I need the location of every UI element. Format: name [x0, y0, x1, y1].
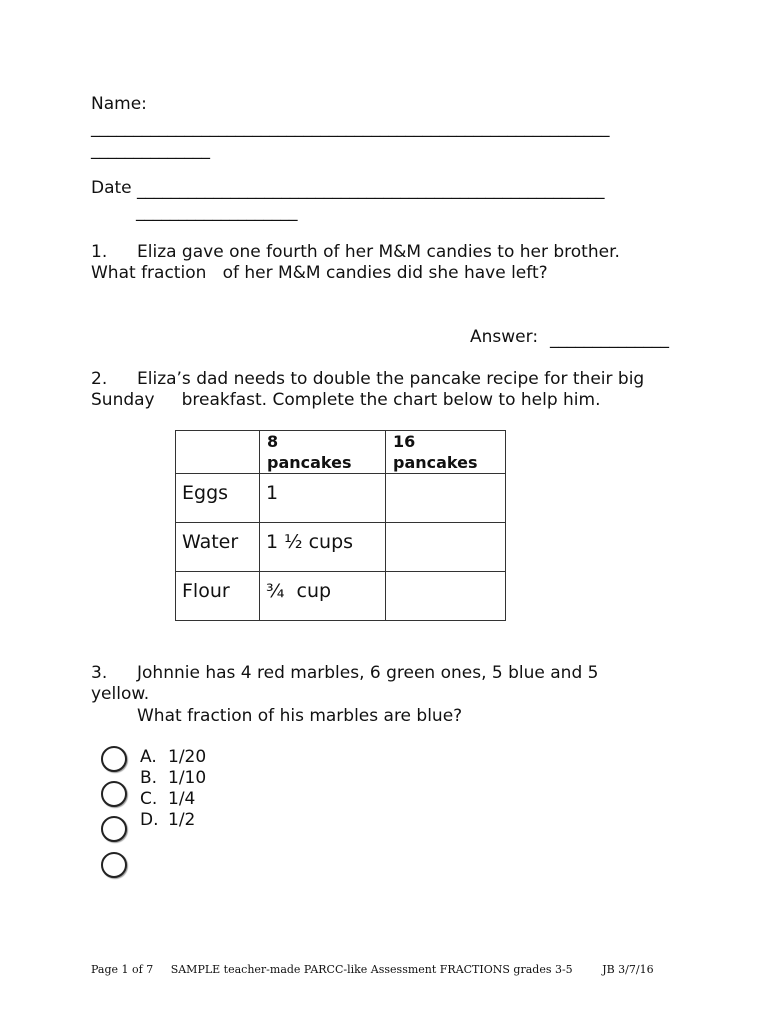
- answer-bubble-c[interactable]: [101, 816, 127, 842]
- option-d[interactable]: [140, 810, 195, 831]
- answer-bubble-a[interactable]: [101, 746, 127, 772]
- pancake-chart: [175, 430, 506, 621]
- q1-number: 1.: [91, 242, 108, 262]
- option-a[interactable]: [140, 747, 206, 768]
- chart-header-blank: [176, 431, 260, 474]
- q3-text-line1: Johnnie has 4 red marbles, 6 green ones, 5 blue and 5: [137, 663, 599, 683]
- chart-item-water: Water: [176, 523, 260, 572]
- footer-code: JB 3/7/16: [602, 963, 654, 976]
- q2-text-line2: Sunday breakfast. Complete the chart below to help him.: [91, 390, 601, 410]
- option-b-letter: B.: [140, 768, 158, 788]
- q1-answer-line[interactable]: ______________: [550, 329, 669, 349]
- q1-text-line1: Eliza gave one fourth of her M&M candies to her brother.: [137, 242, 620, 262]
- chart-header-16-pancakes: [386, 431, 506, 474]
- chart-eggs-16-input[interactable]: [386, 474, 506, 523]
- chart-header-8-pancakes: [260, 431, 386, 474]
- answer-bubble-b[interactable]: [101, 781, 127, 807]
- chart-header-8-count: 8: [267, 432, 279, 451]
- date-answer-line[interactable]: _______________________________________________________: [137, 180, 605, 200]
- chart-header-row: [176, 431, 506, 474]
- option-c-letter: C.: [140, 789, 158, 809]
- option-b-value: 1/10: [168, 768, 207, 788]
- q3-number: 3.: [91, 663, 108, 683]
- date-answer-line-continued[interactable]: ___________________: [136, 202, 298, 222]
- chart-row-eggs: [176, 474, 506, 523]
- q3-text-line2: yellow.: [91, 684, 150, 704]
- chart-flour-8: ¾ cup: [260, 572, 386, 621]
- chart-header-16-count: 16: [393, 432, 416, 451]
- q2-number: 2.: [91, 369, 108, 389]
- chart-water-8: 1 ½ cups: [260, 523, 386, 572]
- name-label: Name:: [91, 94, 147, 114]
- page-footer: [91, 963, 654, 976]
- option-a-value: 1/20: [168, 747, 207, 767]
- q2-text-line1: Eliza’s dad needs to double the pancake recipe for their big: [137, 369, 645, 389]
- option-c[interactable]: [140, 789, 195, 810]
- option-a-letter: A.: [140, 747, 157, 767]
- chart-eggs-8: 1: [260, 474, 386, 523]
- option-c-value: 1/4: [168, 789, 196, 809]
- option-d-letter: D.: [140, 810, 159, 830]
- option-b[interactable]: [140, 768, 206, 789]
- q1-text-line2: What fraction of her M&M candies did she have left?: [91, 263, 548, 283]
- chart-item-eggs: Eggs: [176, 474, 260, 523]
- name-answer-line[interactable]: _____________________________________________________________: [91, 118, 610, 138]
- footer-page-number: Page 1 of 7: [91, 963, 154, 976]
- footer-title: SAMPLE teacher-made PARCC-like Assessment FRACTIONS grades 3-5: [170, 963, 573, 976]
- q3-text-line3: What fraction of his marbles are blue?: [137, 706, 463, 726]
- chart-flour-16-input[interactable]: [386, 572, 506, 621]
- chart-row-flour: [176, 572, 506, 621]
- chart-water-16-input[interactable]: [386, 523, 506, 572]
- chart-header-16-unit: pancakes: [393, 453, 478, 472]
- chart-header-8-unit: pancakes: [267, 453, 352, 472]
- chart-row-water: [176, 523, 506, 572]
- q1-answer-label: Answer:: [470, 327, 539, 347]
- name-answer-line-continued[interactable]: ______________: [91, 140, 210, 160]
- date-label: Date: [91, 178, 132, 198]
- answer-bubble-d[interactable]: [101, 852, 127, 878]
- chart-item-flour: Flour: [176, 572, 260, 621]
- option-d-value: 1/2: [168, 810, 196, 830]
